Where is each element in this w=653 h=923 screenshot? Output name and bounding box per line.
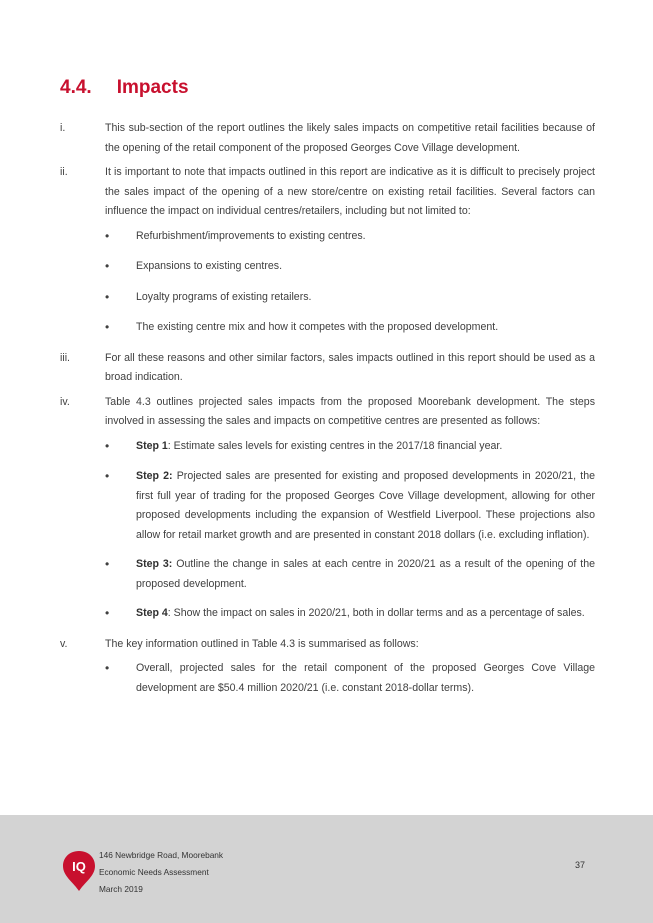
step-label: Step 1 bbox=[136, 439, 168, 452]
bullet-icon bbox=[105, 257, 136, 278]
paragraph-number: iv. bbox=[60, 395, 70, 408]
bullet-icon bbox=[105, 604, 136, 625]
bullet-icon bbox=[105, 437, 136, 458]
section-heading bbox=[60, 77, 189, 99]
bullet-icon bbox=[105, 318, 136, 339]
paragraph-text: This sub-section of the report outlines the likely sales impacts on competitive retail facilities because of the opening of the retail component of the proposed Georges Cove Village development. bbox=[105, 122, 595, 154]
bullet-text: Expansions to existing centres. bbox=[136, 260, 283, 272]
paragraph-text: For all these reasons and other similar factors, sales impacts outlined in this report should be used as a broad indication. bbox=[105, 351, 595, 383]
page-footer bbox=[0, 815, 653, 923]
paragraph bbox=[60, 393, 595, 432]
paragraph-number: ii. bbox=[60, 166, 68, 178]
bullet-item bbox=[105, 659, 595, 698]
footer-details bbox=[99, 847, 223, 898]
bullet-text: Overall, projected sales for the retail component of the proposed Georges Cove Village development are $50.4 million 2020/21 (i.e. constant 2018-dollar terms). bbox=[136, 662, 595, 694]
bullet-text: Refurbishment/improvements to existing centres. bbox=[136, 229, 366, 242]
step-label: Step 3: bbox=[136, 558, 173, 570]
paragraph-text: It is important to note that impacts outlined in this report are indicative as it is difficult to precisely project the sales impact of the opening of a new store/centre on existing retail facilities. Several factors can influence the impact on individual centres/retailers, including but not limited to: bbox=[105, 166, 595, 217]
step-text: : Show the impact on sales in 2020/21, both in dollar terms and as a percentage of sales. bbox=[167, 607, 585, 619]
bullet-item bbox=[105, 318, 595, 339]
step-item bbox=[105, 467, 595, 545]
body-content bbox=[60, 119, 595, 708]
step-text: : Estimate sales levels for existing centres in the 2017/18 financial year. bbox=[167, 439, 503, 452]
paragraph-text: Table 4.3 outlines projected sales impacts from the proposed Moorebank development. The steps involved in assessing the sales and impacts on competitive centres are presented as follows: bbox=[105, 395, 595, 427]
paragraph bbox=[60, 163, 595, 222]
footer-date: March 2019 bbox=[99, 884, 143, 894]
page-number: 37 bbox=[575, 860, 586, 870]
bullet-icon bbox=[105, 659, 136, 698]
logo-text: IQ bbox=[72, 859, 86, 874]
paragraph-number: iii. bbox=[60, 351, 71, 364]
step-item bbox=[105, 604, 595, 625]
paragraph-number: i. bbox=[60, 122, 66, 134]
section-number: 4.4. bbox=[60, 77, 92, 98]
step-item bbox=[105, 437, 595, 458]
bullet-item bbox=[105, 257, 595, 278]
bullet-icon bbox=[105, 288, 136, 309]
bullet-item bbox=[105, 288, 595, 309]
bullet-icon bbox=[105, 555, 136, 594]
step-label: Step 2: bbox=[136, 470, 173, 482]
paragraph-text: The key information outlined in Table 4.3 is summarised as follows: bbox=[105, 637, 419, 650]
bullet-text: The existing centre mix and how it competes with the proposed development. bbox=[136, 321, 499, 333]
step-label: Step 4 bbox=[136, 607, 168, 619]
section-title: Impacts bbox=[116, 77, 189, 98]
bullet-item bbox=[105, 227, 595, 248]
footer-report-title: Economic Needs Assessment bbox=[99, 867, 209, 877]
paragraph bbox=[60, 349, 595, 388]
bullet-icon bbox=[105, 467, 136, 545]
footer-address: 146 Newbridge Road, Moorebank bbox=[99, 850, 224, 860]
step-text: Outline the change in sales at each centre in 2020/21 as a result of the opening of the proposed development. bbox=[136, 558, 595, 590]
paragraph-number: v. bbox=[60, 637, 68, 650]
step-text: Projected sales are presented for existing and proposed developments in 2020/21, the first full year of trading for the proposed Georges Cove Village development, allowing for other proposed developments including the expansion of Westfield Liverpool. These projections also allow for retail market growth and are presented in constant 2018 dollars (i.e. excluding inflation). bbox=[136, 470, 595, 541]
paragraph bbox=[60, 119, 595, 158]
step-item bbox=[105, 555, 595, 594]
bullet-text: Loyalty programs of existing retailers. bbox=[136, 290, 312, 303]
bullet-icon bbox=[105, 227, 136, 248]
paragraph bbox=[60, 635, 595, 655]
iq-logo-icon bbox=[61, 849, 97, 893]
